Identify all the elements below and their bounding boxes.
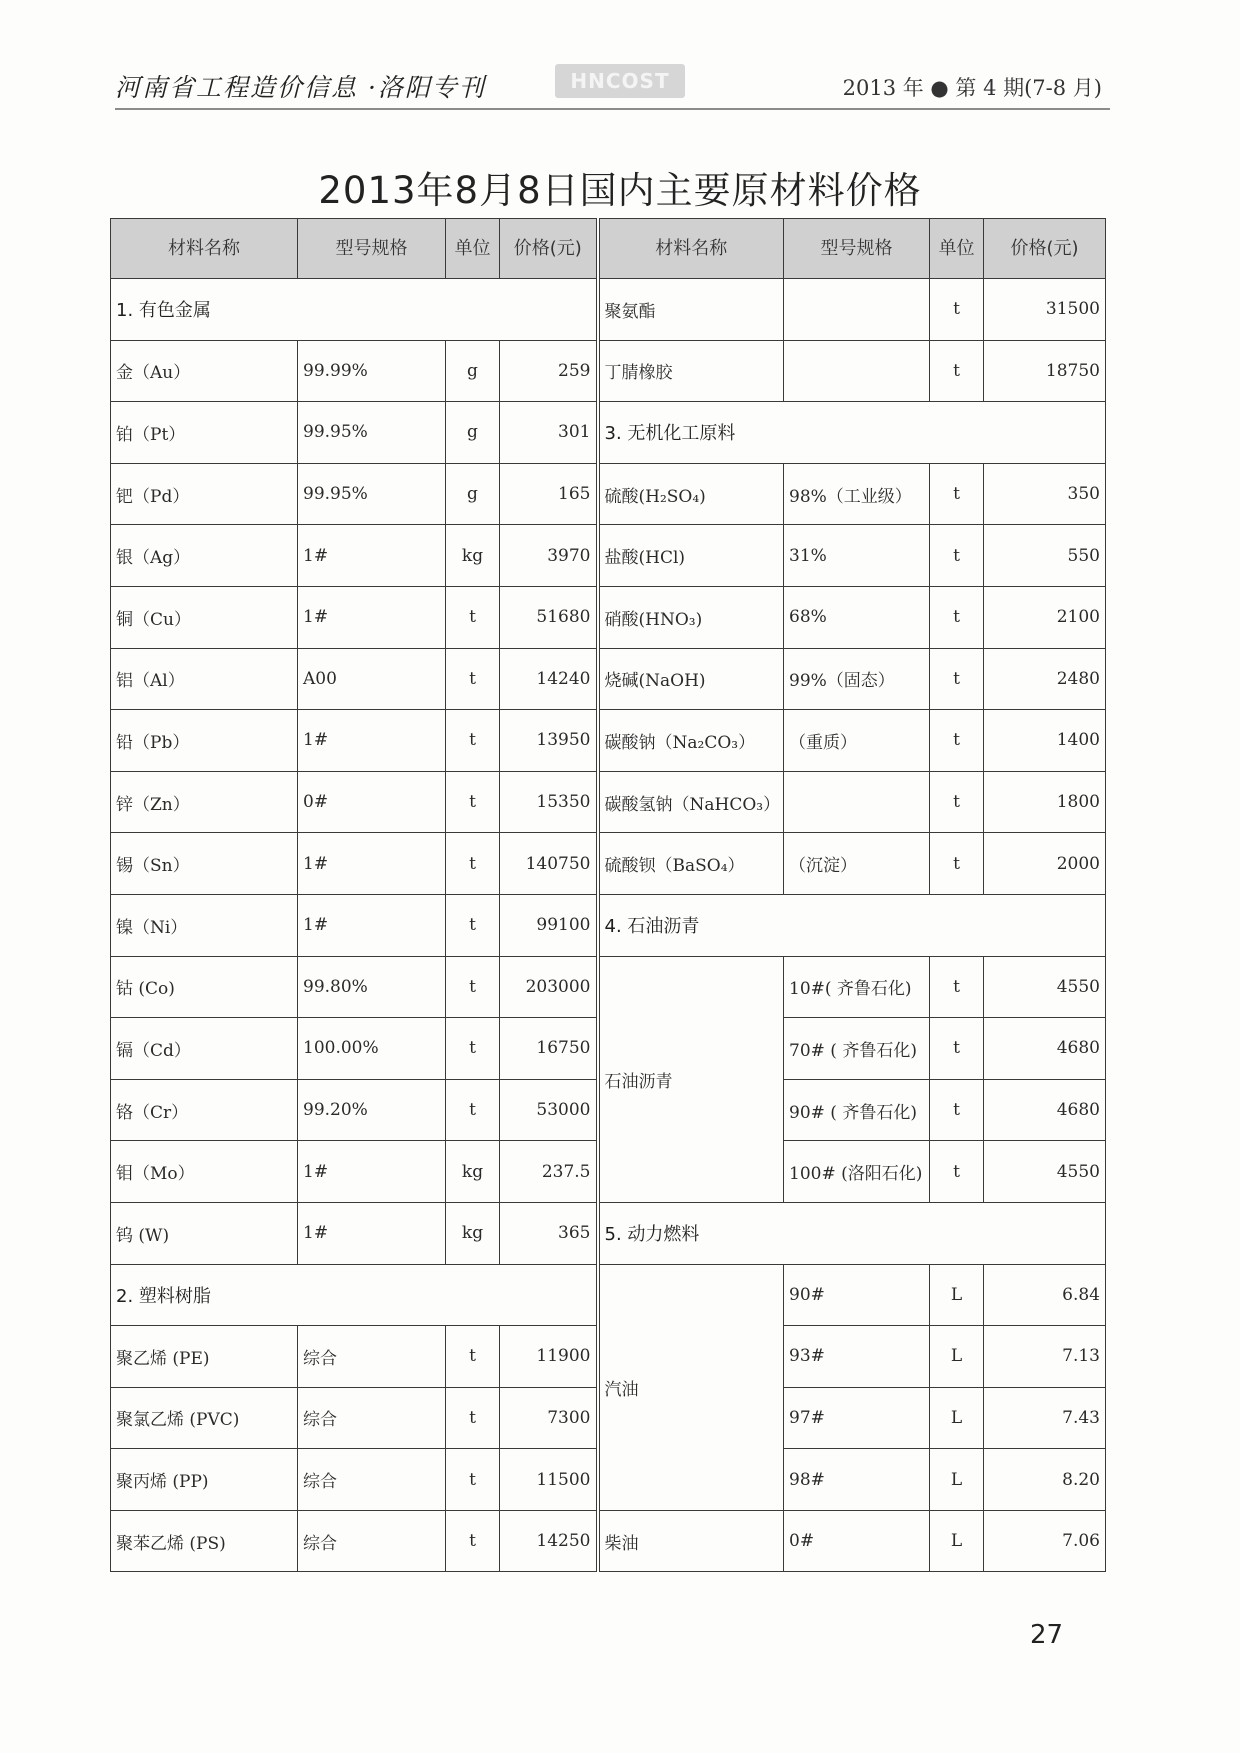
material-unit: g	[446, 402, 500, 464]
material-name: 丁腈橡胶	[598, 340, 784, 402]
material-name: 锡（Sn）	[111, 833, 298, 895]
material-price: 4680	[984, 1079, 1106, 1141]
material-spec: 1#	[298, 586, 446, 648]
material-spec: 31%	[784, 525, 930, 587]
material-spec: 99.99%	[298, 340, 446, 402]
table-row	[111, 648, 1106, 710]
material-spec: A00	[298, 648, 446, 710]
page-number: 27	[1030, 1620, 1064, 1650]
material-price: 237.5	[500, 1141, 598, 1203]
table-row	[111, 463, 1106, 525]
material-name: 聚氯乙烯 (PVC)	[111, 1387, 298, 1449]
material-name: 柴油	[598, 1510, 784, 1572]
material-spec: 综合	[298, 1326, 446, 1388]
table-row	[111, 710, 1106, 772]
material-name: 聚乙烯 (PE)	[111, 1326, 298, 1388]
material-name: 碳酸钠（Na₂CO₃）	[598, 710, 784, 772]
material-price: 53000	[500, 1079, 598, 1141]
material-unit: t	[446, 586, 500, 648]
material-unit: t	[930, 833, 984, 895]
material-price: 7.06	[984, 1510, 1106, 1572]
material-spec: 综合	[298, 1510, 446, 1572]
material-name: 铜（Cu）	[111, 586, 298, 648]
material-name: 盐酸(HCl)	[598, 525, 784, 587]
material-unit: t	[930, 648, 984, 710]
material-price: 4550	[984, 1141, 1106, 1203]
material-spec: 1#	[298, 894, 446, 956]
col-header-price-right: 价格(元)	[984, 219, 1106, 279]
col-header-unit: 单位	[446, 219, 500, 279]
material-price: 7.43	[984, 1387, 1106, 1449]
material-name: 铝（Al）	[111, 648, 298, 710]
table-row	[111, 1264, 1106, 1326]
material-name: 汽油	[598, 1264, 784, 1510]
material-spec: 99.20%	[298, 1079, 446, 1141]
material-name: 铬（Cr）	[111, 1079, 298, 1141]
material-unit: L	[930, 1449, 984, 1511]
price-table	[110, 218, 1106, 1572]
material-unit: t	[930, 463, 984, 525]
material-unit: t	[930, 1141, 984, 1203]
material-price: 350	[984, 463, 1106, 525]
material-name: 硝酸(HNO₃)	[598, 586, 784, 648]
col-header-name: 材料名称	[111, 219, 298, 279]
material-price: 11900	[500, 1326, 598, 1388]
material-unit: L	[930, 1326, 984, 1388]
col-header-price: 价格(元)	[500, 219, 598, 279]
material-unit: kg	[446, 1202, 500, 1264]
material-name: 聚氨酯	[598, 279, 784, 341]
material-price: 2480	[984, 648, 1106, 710]
table-header-row	[111, 219, 1106, 279]
material-price: 15350	[500, 771, 598, 833]
material-name: 钼（Mo）	[111, 1141, 298, 1203]
material-price: 11500	[500, 1449, 598, 1511]
material-price: 365	[500, 1202, 598, 1264]
material-price: 16750	[500, 1018, 598, 1080]
material-spec: 98#	[784, 1449, 930, 1511]
material-price: 14240	[500, 648, 598, 710]
material-spec: 99%（固态）	[784, 648, 930, 710]
material-price: 8.20	[984, 1449, 1106, 1511]
material-spec: （重质）	[784, 710, 930, 772]
material-name: 烧碱(NaOH)	[598, 648, 784, 710]
material-spec: 99.80%	[298, 956, 446, 1018]
table-row	[111, 1510, 1106, 1572]
table-row	[111, 586, 1106, 648]
material-name: 铂（Pt）	[111, 402, 298, 464]
material-price: 550	[984, 525, 1106, 587]
material-name: 碳酸氢钠（NaHCO₃）	[598, 771, 784, 833]
material-unit: t	[446, 956, 500, 1018]
material-price: 140750	[500, 833, 598, 895]
material-price: 4550	[984, 956, 1106, 1018]
material-price: 4680	[984, 1018, 1106, 1080]
material-unit: t	[446, 1018, 500, 1080]
material-unit: g	[446, 340, 500, 402]
material-unit: L	[930, 1387, 984, 1449]
material-unit: t	[446, 1079, 500, 1141]
material-price: 2000	[984, 833, 1106, 895]
material-spec	[784, 771, 930, 833]
material-name: 锌（Zn）	[111, 771, 298, 833]
material-unit: t	[446, 648, 500, 710]
material-unit: t	[930, 956, 984, 1018]
material-name: 聚苯乙烯 (PS)	[111, 1510, 298, 1572]
material-name: 镍（Ni）	[111, 894, 298, 956]
material-name: 银（Ag）	[111, 525, 298, 587]
journal-title: 河南省工程造价信息 ·洛阳专刊	[115, 73, 486, 102]
material-spec: （沉淀）	[784, 833, 930, 895]
material-spec: 90# ( 齐鲁石化)	[784, 1079, 930, 1141]
material-name: 硫酸(H₂SO₄)	[598, 463, 784, 525]
material-price: 3970	[500, 525, 598, 587]
material-unit: t	[930, 586, 984, 648]
section-heading: 1. 有色金属	[111, 279, 598, 341]
material-unit: t	[446, 894, 500, 956]
material-spec: 综合	[298, 1387, 446, 1449]
material-price: 1800	[984, 771, 1106, 833]
material-spec: 1#	[298, 1202, 446, 1264]
material-spec: 90#	[784, 1264, 930, 1326]
material-price: 7300	[500, 1387, 598, 1449]
material-spec: 1#	[298, 525, 446, 587]
material-name: 石油沥青	[598, 956, 784, 1202]
material-spec: 99.95%	[298, 463, 446, 525]
material-name: 钨 (W)	[111, 1202, 298, 1264]
material-price: 51680	[500, 586, 598, 648]
material-spec: 70# ( 齐鲁石化)	[784, 1018, 930, 1080]
material-spec: 0#	[298, 771, 446, 833]
table-row	[111, 525, 1106, 587]
material-spec: 97#	[784, 1387, 930, 1449]
material-unit: kg	[446, 525, 500, 587]
material-unit: t	[930, 771, 984, 833]
col-header-name-right: 材料名称	[598, 219, 784, 279]
material-spec: 0#	[784, 1510, 930, 1572]
material-spec: 1#	[298, 710, 446, 772]
header-rule	[115, 108, 1110, 110]
material-price: 13950	[500, 710, 598, 772]
hncost-logo: HNCOST	[555, 64, 685, 98]
col-header-spec-right: 型号规格	[784, 219, 930, 279]
section-heading: 4. 石油沥青	[598, 894, 1106, 956]
material-unit: t	[446, 1449, 500, 1511]
material-spec: 99.95%	[298, 402, 446, 464]
material-unit: kg	[446, 1141, 500, 1203]
section-heading: 2. 塑料树脂	[111, 1264, 598, 1326]
material-name: 镉（Cd）	[111, 1018, 298, 1080]
col-header-unit-right: 单位	[930, 219, 984, 279]
material-price: 7.13	[984, 1326, 1106, 1388]
material-unit: t	[930, 525, 984, 587]
table-row	[111, 956, 1106, 1018]
table-row	[111, 894, 1106, 956]
material-name: 钯（Pd）	[111, 463, 298, 525]
table-row	[111, 279, 1106, 341]
material-price: 6.84	[984, 1264, 1106, 1326]
material-price: 31500	[984, 279, 1106, 341]
material-spec	[784, 340, 930, 402]
material-unit: t	[930, 340, 984, 402]
material-price: 99100	[500, 894, 598, 956]
material-spec: 100# (洛阳石化)	[784, 1141, 930, 1203]
material-unit: L	[930, 1264, 984, 1326]
material-unit: t	[446, 771, 500, 833]
material-name: 铅（Pb）	[111, 710, 298, 772]
material-spec: 综合	[298, 1449, 446, 1511]
material-unit: t	[446, 1326, 500, 1388]
section-heading: 3. 无机化工原料	[598, 402, 1106, 464]
material-price: 2100	[984, 586, 1106, 648]
material-unit: t	[446, 833, 500, 895]
table-row	[111, 340, 1106, 402]
table-row	[111, 833, 1106, 895]
material-name: 钴 (Co)	[111, 956, 298, 1018]
material-unit: g	[446, 463, 500, 525]
material-unit: L	[930, 1510, 984, 1572]
material-price: 18750	[984, 340, 1106, 402]
material-price: 165	[500, 463, 598, 525]
material-price: 259	[500, 340, 598, 402]
table-row	[111, 402, 1106, 464]
material-price: 1400	[984, 710, 1106, 772]
material-name: 金（Au）	[111, 340, 298, 402]
material-spec: 100.00%	[298, 1018, 446, 1080]
material-unit: t	[930, 1079, 984, 1141]
material-spec: 1#	[298, 833, 446, 895]
material-spec	[784, 279, 930, 341]
material-unit: t	[930, 1018, 984, 1080]
material-name: 聚丙烯 (PP)	[111, 1449, 298, 1511]
material-unit: t	[446, 1510, 500, 1572]
material-unit: t	[930, 710, 984, 772]
material-price: 203000	[500, 956, 598, 1018]
material-unit: t	[446, 1387, 500, 1449]
material-price: 301	[500, 402, 598, 464]
material-spec: 98%（工业级）	[784, 463, 930, 525]
table-row	[111, 771, 1106, 833]
material-spec: 93#	[784, 1326, 930, 1388]
material-price: 14250	[500, 1510, 598, 1572]
table-row	[111, 1202, 1106, 1264]
section-heading: 5. 动力燃料	[598, 1202, 1106, 1264]
material-unit: t	[930, 279, 984, 341]
material-name: 硫酸钡（BaSO₄）	[598, 833, 784, 895]
material-spec: 10#( 齐鲁石化)	[784, 956, 930, 1018]
material-spec: 68%	[784, 586, 930, 648]
page-title: 2013年8月8日国内主要原材料价格	[318, 169, 922, 212]
material-spec: 1#	[298, 1141, 446, 1203]
col-header-spec: 型号规格	[298, 219, 446, 279]
material-unit: t	[446, 710, 500, 772]
running-header	[115, 62, 1110, 112]
issue-info: 2013 年 ● 第 4 期(7-8 月)	[842, 76, 1102, 100]
